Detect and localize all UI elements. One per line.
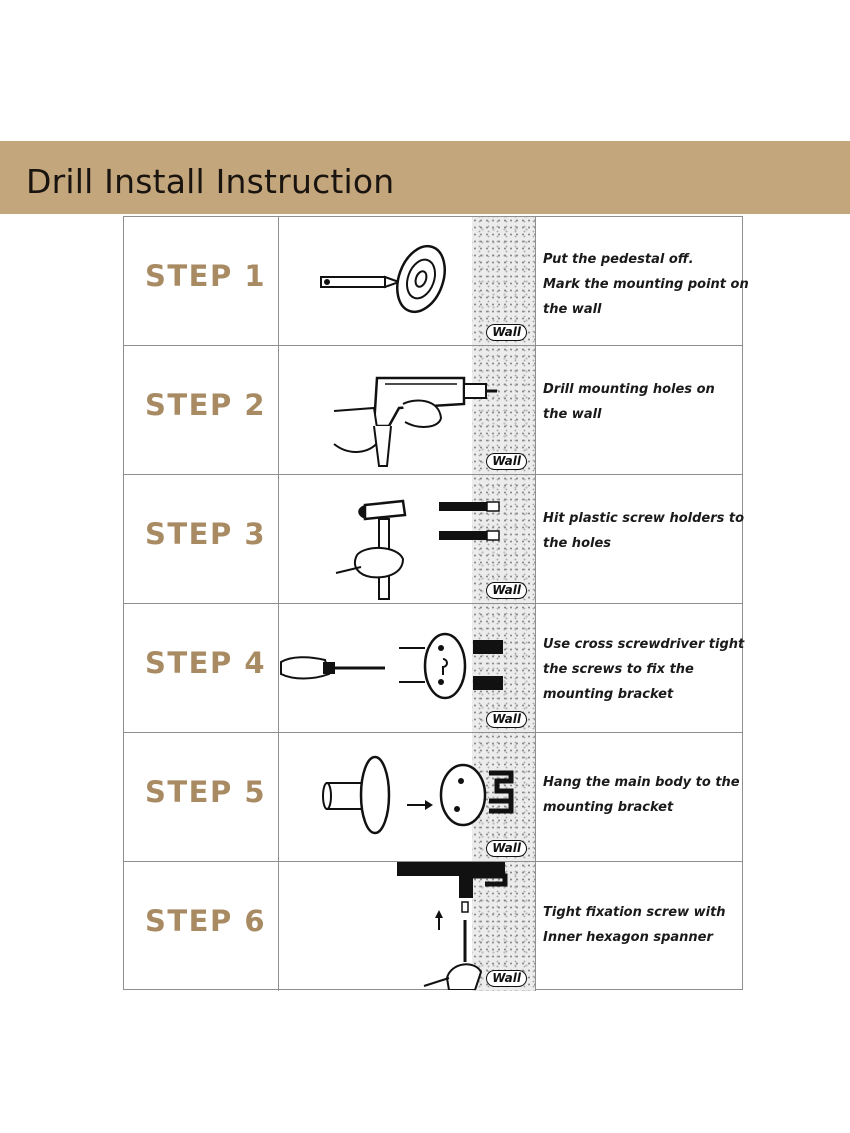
step-illustration-cell [279,475,536,603]
step-label: STEP 1 [145,259,267,293]
step-illustration-cell [279,217,536,345]
wall-label: Wall [486,324,527,341]
step-label-cell [124,346,279,474]
step-row-5 [124,733,742,862]
step-label-cell [124,862,279,991]
instruction-line: Hang the main body to the [543,775,740,790]
step-label: STEP 3 [145,517,267,551]
step-label-cell [124,217,279,345]
instruction-line: Inner hexagon spanner [543,930,713,945]
step-row-1 [124,217,749,346]
wall-label: Wall [486,582,527,599]
instruction-line: the holes [543,536,612,551]
instruction-line: mounting bracket [543,800,674,815]
step-text-cell [536,217,749,345]
instruction-line: the wall [543,407,602,422]
instruction-line: Mark the mounting point on [543,277,749,292]
step-instruction [543,506,745,556]
instruction-line: Put the pedestal off. [543,252,694,267]
instruction-line: Tight fixation screw with [543,905,726,920]
instruction-line: Use cross screwdriver tight [543,637,745,652]
step-label: STEP 2 [145,388,267,422]
instruction-line: Drill mounting holes on [543,382,715,397]
step-instruction [543,632,745,707]
step-instruction [543,900,739,950]
step-label: STEP 6 [145,904,267,938]
wall-label: Wall [486,453,527,470]
step-label-cell [124,733,279,861]
step-text-cell [536,346,742,474]
instruction-line: the screws to fix the [543,662,694,677]
wall-label: Wall [486,970,527,987]
wall-label: Wall [486,711,527,728]
step-illustration-cell [279,604,536,732]
page-title: Drill Install Instruction [26,162,395,201]
instruction-line: the wall [543,302,602,317]
step-illustration-cell [279,346,536,474]
step-row-4 [124,604,745,733]
step-label: STEP 4 [145,646,267,680]
step-illustration-cell [279,862,536,991]
instruction-line: mounting bracket [543,687,674,702]
step-instruction [543,247,749,322]
step-row-3 [124,475,745,604]
instruction-line: Hit plastic screw holders to [543,511,745,526]
step-instruction [543,377,739,427]
step-label: STEP 5 [145,775,267,809]
step-label-cell [124,475,279,603]
step-text-cell [536,733,742,861]
step-text-cell [536,604,745,732]
steps-table [123,216,749,990]
step-instruction [543,770,739,820]
wall-label: Wall [486,840,527,857]
step-text-cell [536,862,742,991]
step-row-2 [124,346,742,475]
step-text-cell [536,475,745,603]
step-label-cell [124,604,279,732]
step-row-6 [124,862,742,991]
step-illustration-cell [279,733,536,861]
